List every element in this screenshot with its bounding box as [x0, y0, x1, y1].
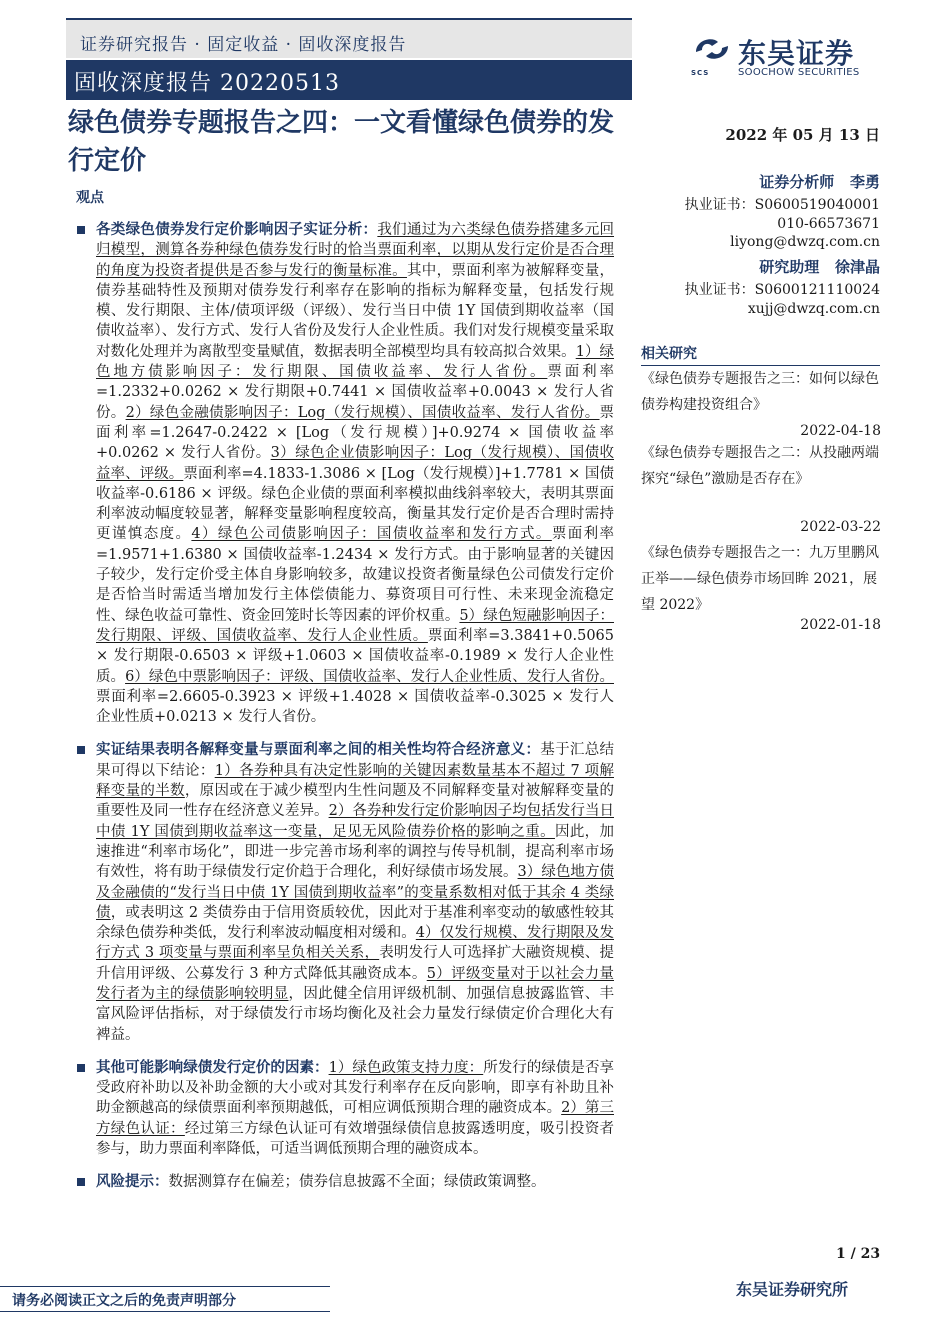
bullet-square-icon	[77, 1064, 85, 1072]
body-text: 票面利率=4.1833-1.3086 × [Log（发行规模）]+1.7781 × 国债收益率-0.6186 × 评级。绿色企业债的票面利率模拟曲线斜率较大，表明其票面利率波动幅度较显著，解释变量影响程度较高，衡量其发行定价是否合理时需持更谨慎态度。	[96, 465, 614, 543]
underlined-text: 5）评级变量对于以社会力量发行者为主的绿债影响较明显	[96, 965, 614, 1002]
logo-scs: SCS	[691, 69, 710, 77]
underlined-text: 6）绿色中票影响因子：评级、国债收益率、发行人企业性质、发行人省份。	[125, 668, 614, 685]
underlined-text: 5）绿色短融影响因子：发行期限、评级、国债收益率、发行人企业性质。	[96, 607, 614, 644]
related-item-title[interactable]: 《绿色债券专题报告之二：从投融两端探究“绿色”激励是否存在》	[641, 445, 879, 487]
paragraph-other-factors	[74, 1058, 614, 1159]
underlined-text: 4）仅发行规模、发行期限及发行方式 3 项变量与票面利率呈负相关关系，	[96, 925, 614, 962]
body-text: ，因此健全信用评级机制、加强信息披露监管、丰富风险评估指标，对于绿债发行市场均衡化及社会力量发行绿债定价合理化大有裨益。	[96, 985, 614, 1043]
body-text: ，原因或在于减少模型内生性问题及不同解释变量对被解释变量的重要性及同一性存在经济意义差异。	[96, 783, 615, 820]
body-text: 其中，票面利率为被解释变量，债券基础特性及预期对债券发行利率存在影响的指标为解释变量，包括发行规模、发行期限、主体/债项评级（评级）、发行当日中债 1Y 国债到期收益率（国债收益率）、发行方式、发行人省份及发行人企业性质。我们对发行规模变量采取对数化处理并为离散型变量赋值，数据表明全部模型均具有较高拟合效果。	[96, 262, 614, 360]
bullet-square-icon	[77, 1178, 85, 1186]
assistant-license: 执业证书：S0600121110024	[684, 282, 880, 298]
footer-org: 东吴证券研究所	[736, 1280, 849, 1299]
analyst-license: 执业证书：S0600519040001	[684, 197, 880, 213]
underlined-text: 1）绿色政策支持力度：	[328, 1059, 484, 1076]
body-text: 票面利率=2.6605-0.3923 × 评级+1.4028 × 国债收益率-0.3025 × 发行人企业性质+0.0213 × 发行人省份。	[96, 688, 614, 726]
paragraph-risk-warning	[74, 1172, 614, 1192]
paragraph-lead: 实证结果表明各解释变量与票面利率之间的相关性均符合经济意义：	[96, 741, 541, 759]
analyst-name: 李勇	[849, 173, 880, 191]
body-text: 基于汇总结果可得以下结论：	[96, 742, 615, 779]
report-date: 2022 年 05 月 13 日	[725, 126, 880, 144]
body-text: 因此，加速推进“利率市场化”，即进一步完善市场利率的调控与传导机制，提高利率市场有效性，将有助于绿债发行定价趋于合理化，利好绿债市场发展。	[96, 823, 614, 881]
analyst-email[interactable]: liyong@dwzq.com.cn	[730, 234, 880, 250]
underlined-text: 2）第三方绿色认证：	[96, 1100, 614, 1137]
paragraph-lead: 其他可能影响绿债发行定价的因素：	[96, 1058, 329, 1076]
paragraph-pricing-factors	[74, 220, 614, 727]
underlined-text: 2）绿色金融债影响因子：Log（发行规模）、国债收益率、发行人省份。	[125, 404, 600, 421]
report-series: 证券研究报告 · 固定收益 · 固收深度报告	[80, 35, 407, 55]
analyst-role: 证券分析师	[759, 173, 835, 191]
report-title: 绿色债券专题报告之四：一文看懂绿色债券的发行定价	[68, 108, 615, 176]
paragraph-lead: 风险提示：	[96, 1173, 169, 1191]
related-item-date: 2022-04-18	[800, 423, 881, 439]
related-item-title[interactable]: 《绿色债券专题报告之三：如何以绿色债券构建投资组合》	[641, 371, 879, 413]
main-body	[74, 220, 614, 1193]
related-research-list	[641, 0, 881, 640]
assistant-email[interactable]: xujj@dwzq.com.cn	[747, 301, 880, 317]
body-text: 票面利率=1.9571+1.6380 × 国债收益率-1.2434 × 发行方式。由于影响显著的关键因子较少，发行定价受主体自身影响较多，故建议投资者衡量绿色公司债发行定价是否恰当时需适当增加发行主体偿债能力、募资项目可行性、未来现金流稳定性、绿色收益可靠性、资金回笼时长等因素的评价权重。	[96, 526, 615, 624]
underlined-text: 3）绿色地方债及金融债的“发行当日中债 1Y 国债到期收益率”的变量系数相对低于其余 4 类绿债	[96, 864, 614, 921]
related-item-date: 2022-03-22	[800, 519, 881, 535]
disclaimer-note[interactable]: 请务必阅读正文之后的免责声明部分	[12, 1293, 236, 1309]
bullet-square-icon	[77, 746, 85, 754]
report-type: 固收深度报告 20220513	[74, 71, 340, 96]
related-research-heading: 相关研究	[641, 346, 697, 362]
logo-en: SOOCHOW SECURITIES	[738, 67, 860, 78]
body-text: 数据测算存在偏差；债券信息披露不全面；绿债政策调整。	[168, 1174, 546, 1191]
page-number: 1 / 23	[836, 1246, 881, 1262]
body-text: 经过第三方绿色认证可有效增强绿债信息披露透明度，吸引投资者参与，助力票面利率降低，可适当调低预期合理的融资成本。	[96, 1120, 615, 1158]
body-text: 所发行的绿债是否享受政府补助以及补助金额的大小或对其发行利率存在反向影响，即享有补助且补助金额越高的绿债票面利率预期越低，可相应调低预期合理的融资成本。	[96, 1059, 614, 1117]
underlined-text: 2）各券种发行定价影响因子均包括发行当日中债 1Y 国债到期收益率这一变量，足见无风险债券价格的影响之重。	[96, 803, 614, 840]
body-text: 表明发行人可选择扩大融资规模、提升信用评级、公募发行 3 种方式降低其融资成本。	[96, 945, 614, 982]
underlined-text: 1）绿色地方债影响因子：发行期限、国债收益率、发行人省份。	[96, 343, 615, 381]
underlined-text: 1）各券种具有决定性影响的关键因素数量基本不超过 7 项解释变量的半数	[96, 762, 614, 800]
assistant-name: 徐津晶	[834, 258, 880, 276]
section-label: 观点	[76, 190, 104, 206]
underlined-text: 4）绿色公司债影响因子：国债收益率和发行方式。	[191, 526, 552, 543]
assistant-role: 研究助理	[759, 258, 820, 276]
paragraph-empirical-results	[74, 740, 614, 1044]
related-item-title[interactable]: 《绿色债券专题报告之一：九万里鹏风正举——绿色债券市场回眸 2021，展望 2022》	[641, 545, 879, 613]
analyst-phone: 010-66573671	[777, 216, 880, 232]
paragraph-lead: 各类绿色债券发行定价影响因子实证分析：	[96, 221, 378, 238]
body-text: 票面利率=1.2647-0.2422 × [Log（发行规模）]+0.9274 × 国债收益率+0.0262 × 发行人省份。	[96, 404, 615, 462]
body-text: ，或表明这 2 类债券由于信用资质较优，因此对于基准利率变动的敏感性较其余绿色债券种类低，发行利率波动幅度相对缓和。	[96, 904, 614, 942]
underlined-text: 我们通过为六类绿色债券搭建多元回归模型，测算各券种绿色债券发行时的恰当票面利率，以期从发行定价是否合理的角度为投资者提供是否参与发行的衡量标准。	[96, 222, 615, 279]
logo-cn: 东吴证券	[738, 37, 855, 70]
body-text: 票面利率=3.3841+0.5065 × 发行期限-0.6503 × 评级+1.0603 × 国债收益率-0.1989 × 发行人企业性质。	[96, 627, 615, 685]
bullet-square-icon	[77, 226, 85, 234]
body-text: 票面利率=1.2332+0.0262 × 发行期限+0.7441 × 国债收益率+0.0043 × 发行人省份。	[96, 364, 615, 421]
underlined-text: 3）绿色企业债影响因子：Log（发行规模）、国债收益率、评级。	[96, 445, 614, 482]
related-item-date: 2022-01-18	[800, 617, 881, 633]
